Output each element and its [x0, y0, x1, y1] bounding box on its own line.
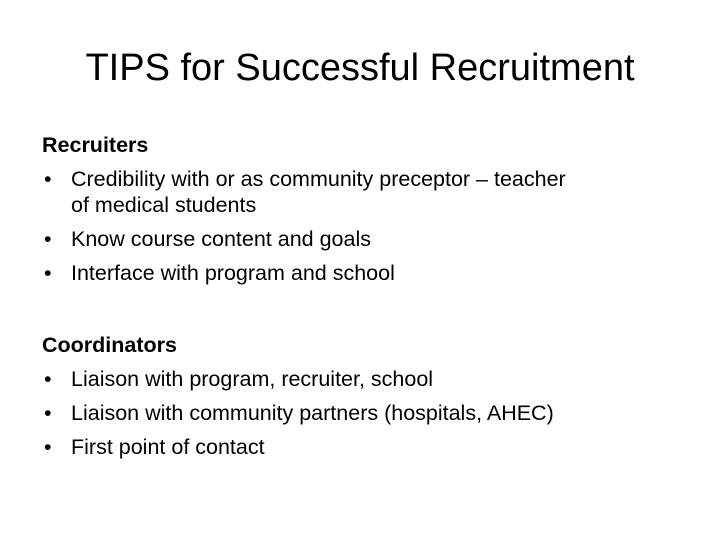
bullet-icon: •: [44, 167, 52, 191]
bullet-text-continuation: of medical students: [71, 193, 257, 217]
list-item: [42, 162, 672, 222]
list-item: [42, 222, 672, 256]
list-item: [42, 430, 672, 464]
bullet-text: Liaison with community partners (hospitals, AHEC): [71, 401, 554, 425]
bullet-text: Interface with program and school: [71, 261, 395, 285]
bullet-icon: •: [44, 261, 52, 285]
bullet-list: [42, 162, 672, 290]
section-heading: Recruiters: [42, 133, 149, 157]
slide-title: TIPS for Successful Recruitment: [85, 47, 635, 89]
bullet-text: First point of contact: [71, 435, 265, 459]
bullet-list: [42, 362, 672, 464]
list-item: [42, 396, 672, 430]
bullet-text: Credibility with or as community preceptor – teacher: [71, 167, 566, 191]
section-recruiters: [42, 128, 672, 290]
list-item: [42, 256, 672, 290]
bullet-icon: •: [44, 367, 52, 391]
bullet-text: Liaison with program, recruiter, school: [71, 367, 434, 391]
bullet-icon: •: [44, 401, 52, 425]
section-heading: Coordinators: [42, 333, 177, 357]
bullet-icon: •: [44, 435, 52, 459]
bullet-icon: •: [44, 227, 52, 251]
section-coordinators: [42, 328, 672, 464]
slide-body: [42, 128, 672, 464]
bullet-text: Know course content and goals: [71, 227, 372, 251]
list-item: [42, 362, 672, 396]
section-spacer: [42, 290, 672, 328]
